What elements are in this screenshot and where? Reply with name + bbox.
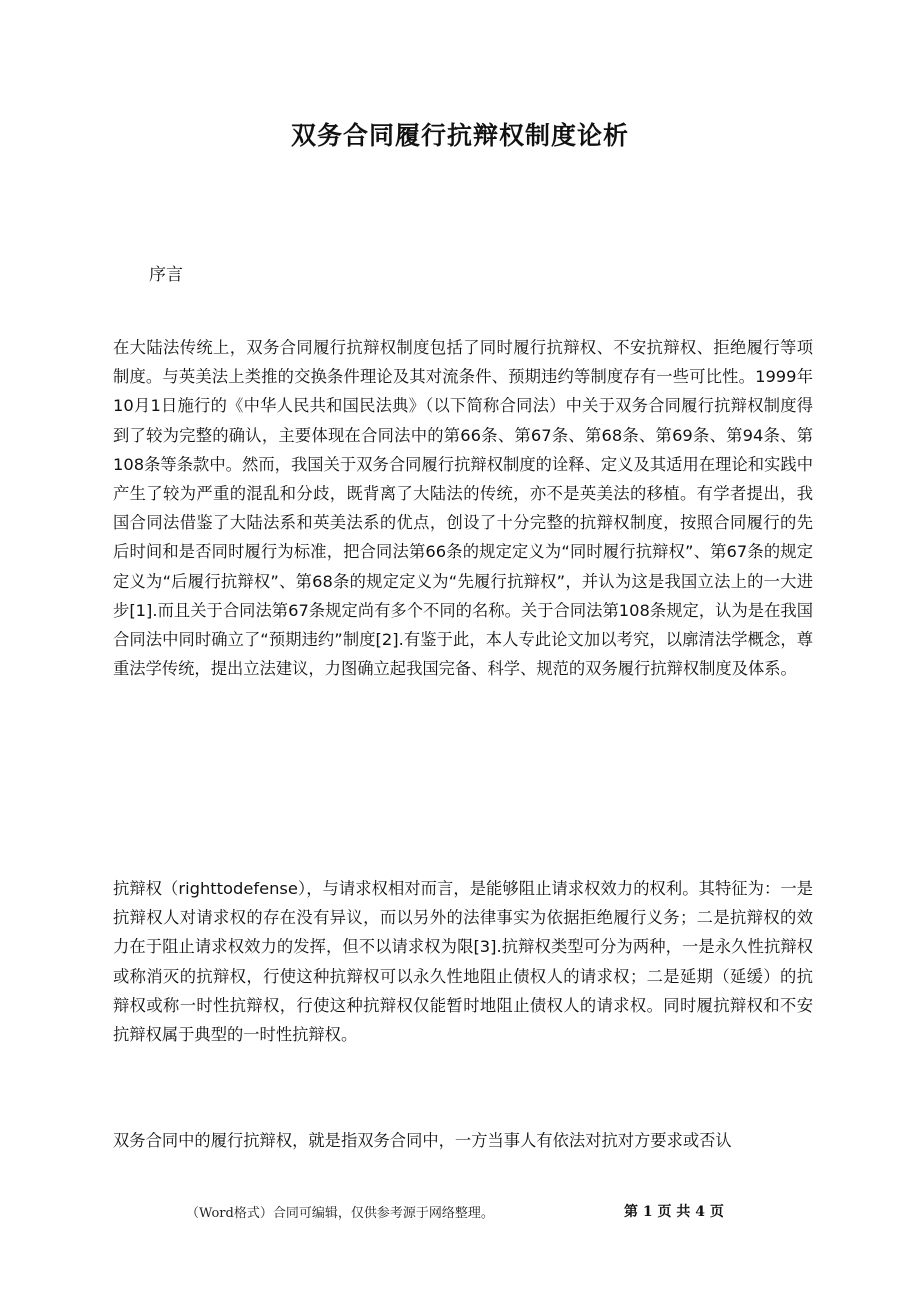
footer-note: （Word格式）合同可编辑，仅供参考源于网络整理。: [186, 1206, 494, 1221]
preface-heading: 序言: [149, 265, 183, 285]
body-paragraph: 抗辩权（righttodefense），与请求权相对而言，是能够阻止请求权效力的权利。其特征为：一是抗辩权人对请求权的存在没有异议，而以另外的法律事实为依据拒绝履行义务；二是抗辩权的效力在于阻止请求权效力的发挥，但不以请求权为限[3].抗辩权类型可分为两种，一是永久性抗辩权或称消灭的抗辩权，行使这种抗辩权可以永久性地阻止债权人的请求权；二是延期（延缓）的抗辩权或称一时性抗辩权，行使这种抗辩权仅能暂时地阻止债权人的请求权。同时履抗辩权和不安抗辩权属于典型的一时性抗辩权。: [113, 879, 813, 1045]
body-paragraph: 双务合同中的履行抗辩权，就是指双务合同中，一方当事人有依法对抗对方要求或否认: [113, 1131, 732, 1150]
page-indicator: 第 1 页 共 4 页: [624, 1204, 724, 1220]
body-paragraph: 在大陆法传统上，双务合同履行抗辩权制度包括了同时履行抗辩权、不安抗辩权、拒绝履行等项制度。与英美法上类推的交换条件理论及其对流条件、预期违约等制度存有一些可比性。1999年10月1日施行的《中华人民共和国民法典》（以下简称合同法）中关于双务合同履行抗辩权制度得到了较为完整的确认，主要体现在合同法中的第66条、第67条、第68条、第69条、第94条、第108条等条款中。然而，我国关于双务合同履行抗辩权制度的诠释、定义及其适用在理论和实践中产生了较为严重的混乱和分歧，既背离了大陆法的传统，亦不是英美法的移植。有学者提出，我国合同法借鉴了大陆法系和英美法系的优点，创设了十分完整的抗辩权制度，按照合同履行的先后时间和是否同时履行为标准，把合同法第66条的规定定义为“同时履行抗辩权”、第67条的规定定义为“后履行抗辩权”、第68条的规定定义为“先履行抗辩权”，并认为这是我国立法上的一大进步[1].而且关于合同法第67条规定尚有多个不同的名称。关于合同法第108条规定，认为是在我国合同法中同时确立了“预期违约”制度[2].有鉴于此，本人专此论文加以考究，以廓清法学概念，尊重法学传统，提出立法建议，力图确立起我国完备、科学、规范的双务履行抗辩权制度及体系。: [113, 338, 813, 679]
document-title: 双务合同履行抗辩权制度论析: [290, 121, 629, 150]
